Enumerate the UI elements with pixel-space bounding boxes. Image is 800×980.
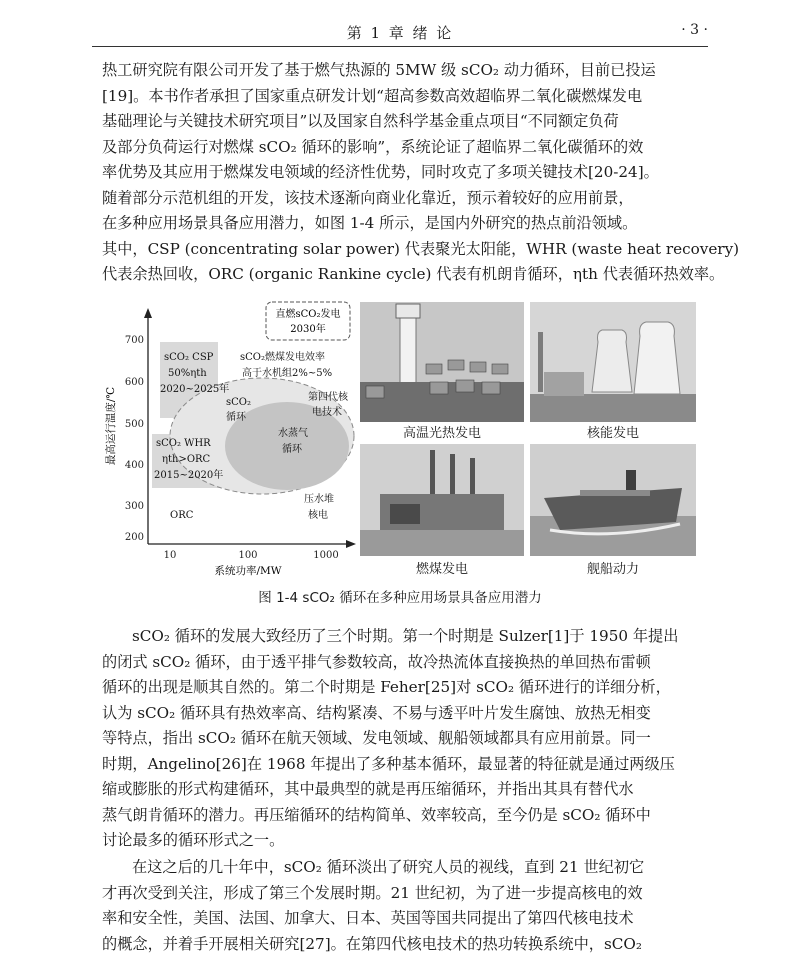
header-rule — [92, 46, 708, 47]
x-tick: 10 — [163, 550, 177, 561]
y-axis-arrow-icon — [144, 308, 152, 318]
text-line: 时期，Angelino[26]在 1968 年提出了多种基本循环，最显著的特征就是通过两级压 — [102, 754, 675, 773]
text-line: 讨论最多的循环形式之一。 — [102, 831, 285, 849]
running-header — [92, 22, 708, 42]
region-label: 循环 — [282, 444, 302, 455]
region-label: sCO₂ — [226, 397, 251, 408]
ship-photo — [530, 444, 696, 556]
text-line: 蒸气朗肯循环的潜力。再压缩循环的结构简单、效率较高，至今仍是 sCO₂ 循环中 — [102, 805, 651, 824]
callout-line: 2030年 — [290, 324, 326, 335]
paragraph-1 — [102, 58, 740, 288]
chapter-title: 第 1 章 绪 论 — [346, 24, 454, 42]
page-number: · 3 · — [681, 22, 708, 38]
text-line: 率优势及其应用于燃煤发电领域的经济性优势，同时攻克了多项关键技术[20-24]。 — [102, 163, 659, 181]
text-line: 热工研究院有限公司开发了基于燃气热源的 5MW 级 sCO₂ 动力循环，目前已投运 — [102, 61, 656, 79]
text-line: [19]。本书作者承担了国家重点研发计划“超高参数高效超临界二氧化碳燃煤发电 — [102, 86, 643, 105]
region-label: 压水堆 — [304, 494, 334, 505]
text-line: 其中，CSP (concentrating solar power) 代表聚光太阳能，WHR (waste heat recovery) — [102, 239, 740, 258]
text-line: 循环的出现是顺其自然的。第二个时期是 Feher[25]对 sCO₂ 循环进行的详细分析， — [102, 678, 671, 696]
text-line: 认为 sCO₂ 循环具有热效率高、结构紧凑、不易与透平叶片发生腐蚀、放热无相变 — [102, 703, 651, 722]
region-label: 电技术 — [312, 407, 342, 418]
text-line: 在这之后的几十年中，sCO₂ 循环淡出了研究人员的视线，直到 21 世纪初它 — [132, 858, 645, 876]
region-label: ηth>ORC — [162, 454, 211, 465]
text-line: 基础理论与关键技术研究项目”以及国家自然科学基金重点项目“不同额定负荷 — [102, 112, 619, 130]
y-tick: 200 — [124, 532, 144, 543]
text-line: 的闭式 sCO₂ 循环，由于透平排气参数较高，故冷热流体直接换热的单回热布雷顿 — [102, 652, 651, 671]
text-line: 在多种应用场景具备应用潜力，如图 1-4 所示，是国内外研究的热点前沿领域。 — [102, 214, 638, 232]
x-tick: 100 — [238, 550, 258, 561]
y-tick: 700 — [124, 335, 144, 346]
paragraph-3 — [102, 855, 698, 957]
text-line: 的概念，并着手开展相关研究[27]。在第四代核电技术的热功转换系统中，sCO₂ — [102, 934, 642, 953]
photo-caption: 舰船动力 — [530, 558, 696, 576]
region-label: ORC — [170, 510, 194, 521]
x-axis-label: 系统功率/MW — [214, 565, 282, 577]
y-tick: 400 — [124, 460, 144, 471]
text-line: 率和安全性，美国、法国、加拿大、日本、英国等国共同提出了第四代核电技术 — [102, 909, 634, 927]
region-label: 循环 — [226, 412, 246, 423]
x-tick: 1000 — [313, 550, 339, 561]
region-label: 50%ηth — [168, 368, 207, 379]
callout-line: 直燃sCO₂发电 — [275, 309, 341, 320]
nuclear-photo — [530, 302, 696, 422]
paragraph-2 — [102, 624, 698, 854]
region-label: sCO₂ CSP — [164, 352, 214, 363]
region-label: sCO₂ WHR — [156, 438, 211, 449]
y-tick: 500 — [124, 419, 144, 430]
solar-photo — [360, 302, 524, 422]
x-axis-arrow-icon — [346, 540, 356, 548]
region-label: 第四代核 — [308, 392, 348, 403]
y-tick: 300 — [124, 501, 144, 512]
photo-caption: 燃煤发电 — [360, 558, 524, 576]
text-line: 及部分负荷运行对燃煤 sCO₂ 循环的影响”，系统论证了超临界二氧化碳循环的效 — [102, 137, 644, 156]
photo-caption: 高温光热发电 — [360, 422, 524, 440]
region-label: 核电 — [308, 510, 328, 521]
text-line: 缩或膨胀的形式构建循环，其中最典型的就是再压缩循环，并指出其具有替代水 — [102, 780, 634, 798]
text-line: 随着部分示范机组的开发，该技术逐渐向商业化靠近，预示着较好的应用前景， — [102, 188, 634, 207]
region-label: sCO₂燃煤发电效率 — [240, 352, 325, 363]
figure-caption: 图 1-4 sCO₂ 循环在多种应用场景具备应用潜力 — [258, 590, 542, 606]
text-line: 才再次受到关注，形成了第三个发展时期。21 世纪初，为了进一步提高核电的效 — [102, 883, 643, 902]
region-label: 水蒸气 — [278, 428, 308, 439]
text-line: sCO₂ 循环的发展大致经历了三个时期。第一个时期是 Sulzer[1]于 1950 年提出 — [132, 627, 679, 645]
region-label: 2020~2025年 — [160, 384, 230, 395]
text-line: 等特点，指出 sCO₂ 循环在航天领域、发电领域、舰船领域都具有应用前景。同一 — [102, 729, 651, 747]
region-label: 高于水机组2%~5% — [242, 368, 333, 379]
region-label: 2015~2020年 — [154, 470, 224, 481]
coal-photo — [360, 444, 524, 556]
text-line: 代表余热回收，ORC (organic Rankine cycle) 代表有机朗肯循环，ηth 代表循环热效率。 — [102, 265, 725, 283]
photo-caption: 核能发电 — [530, 422, 696, 440]
y-tick: 600 — [124, 377, 144, 388]
figure-1-4 — [102, 296, 698, 578]
y-axis-label: 最高运行温度/℃ — [105, 386, 117, 466]
application-chart — [102, 296, 356, 578]
